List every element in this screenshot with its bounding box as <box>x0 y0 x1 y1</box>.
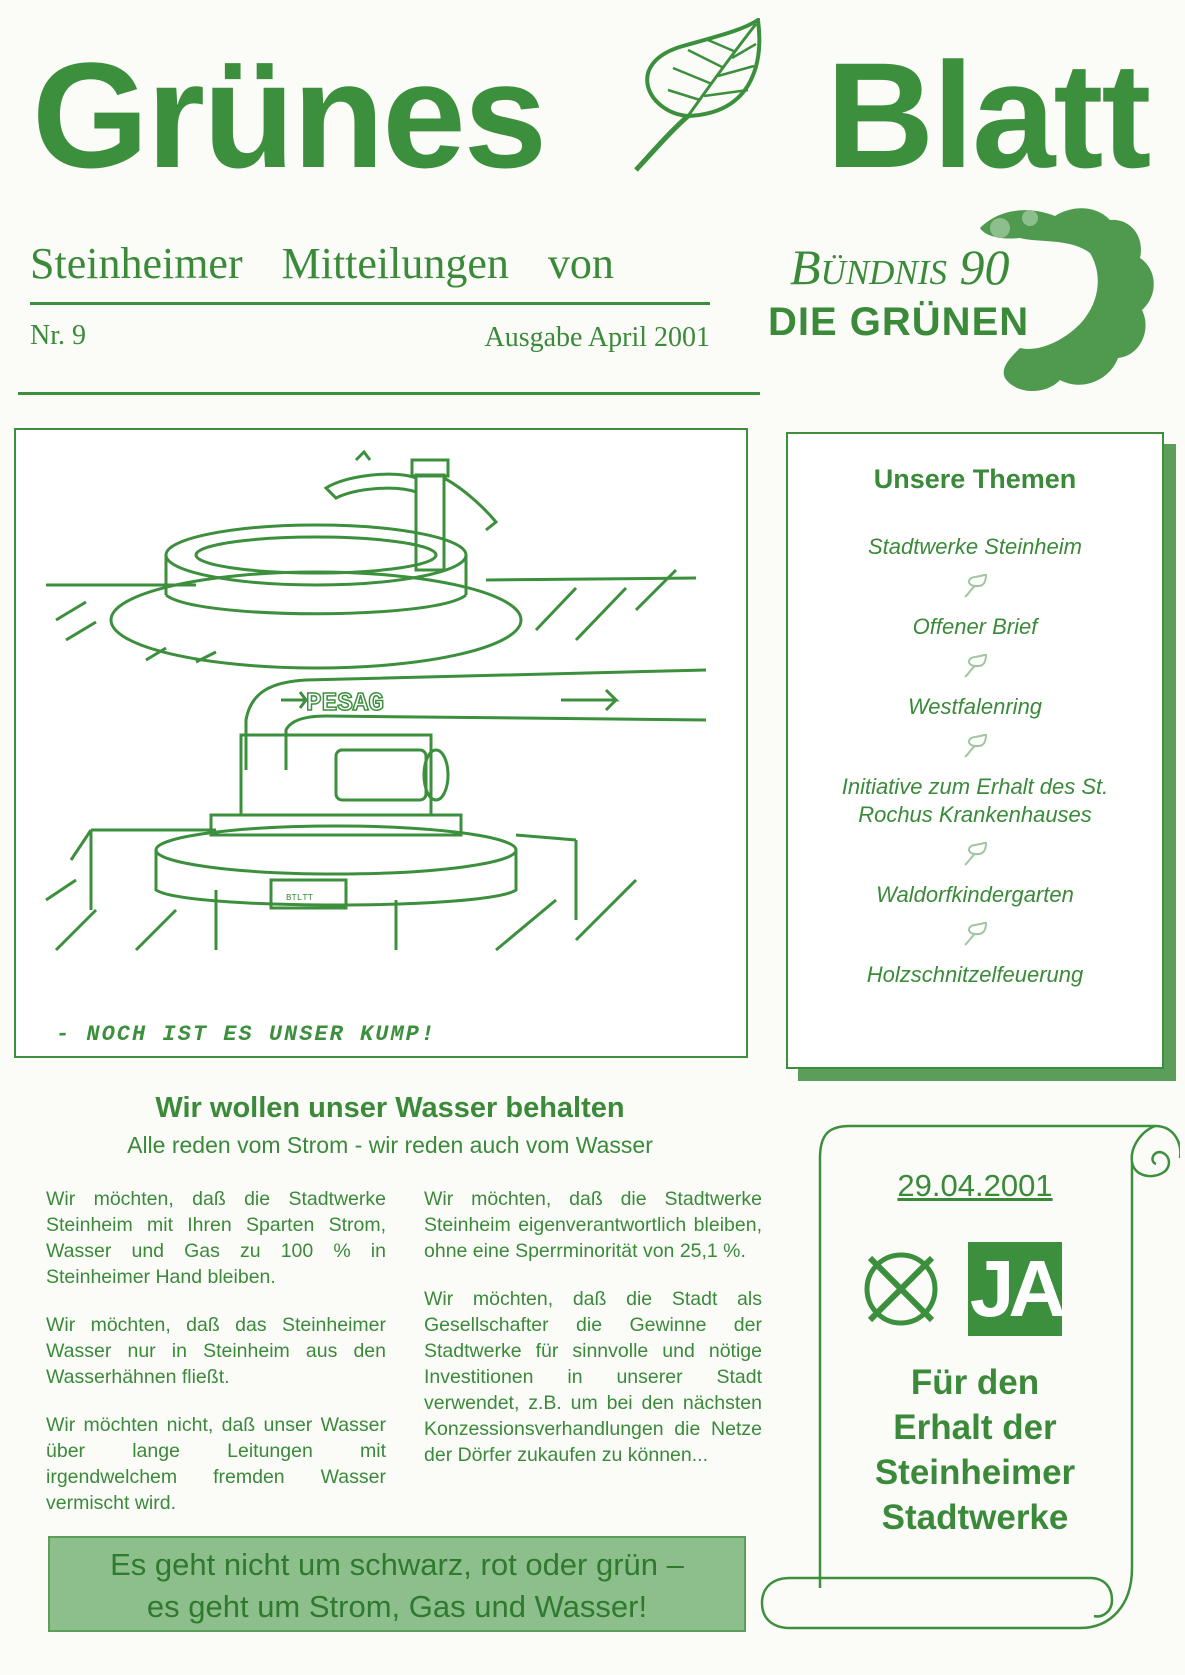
article-paragraph: Wir möchten, daß das Steinheimer Wasser nur in Steinheim aus den Wasserhähnen fließt. <box>46 1314 386 1388</box>
pipe-label: PESAG <box>306 688 385 718</box>
theme-item: Initiative zum Erhalt des St. Rochus Krankenhauses <box>841 774 1109 827</box>
cartoon-frame <box>14 428 748 1058</box>
theme-item: Holzschnitzelfeuerung <box>866 962 1084 987</box>
article-paragraph: Wir möchten nicht, daß unser Wasser über lange Leitungen mit irgendwelchem fremden Wasser vermischt wird. <box>46 1414 386 1514</box>
leaf-icon <box>788 641 1162 693</box>
ja-badge: JA <box>968 1242 1062 1336</box>
party-logo-line2: DIE GRÜNEN <box>768 300 1030 344</box>
issue-date: Ausgabe April 2001 <box>484 322 710 353</box>
article-headline: Wir wollen unser Wasser behalten <box>155 1092 625 1124</box>
article-subheadline: Alle reden vom Strom - wir reden auch vom Wasser <box>127 1132 653 1158</box>
cartoon-sign: BTLTT <box>286 893 314 903</box>
vote-line: Steinheimer <box>874 1453 1076 1492</box>
leaf-icon <box>788 561 1162 613</box>
sunflower-logo-icon <box>960 198 1160 398</box>
masthead-subtitle: Steinheimer Mitteilungen von <box>30 239 614 288</box>
vote-date: 29.04.2001 <box>897 1168 1053 1203</box>
themes-heading: Unsere Themen <box>873 464 1077 494</box>
theme-item: Offener Brief <box>912 614 1038 639</box>
cartoon-caption: - NOCH IST ES UNSER KUMP! <box>56 1022 437 1047</box>
slogan-line: es geht um Strom, Gas und Wasser! <box>146 1589 648 1624</box>
masthead-rule-bottom <box>18 392 760 395</box>
leaf-icon <box>628 18 768 178</box>
theme-item: Stadtwerke Steinheim <box>868 534 1082 559</box>
slogan-line: Es geht nicht um schwarz, rot oder grün – <box>110 1547 684 1582</box>
vote-line: Für den <box>910 1363 1040 1402</box>
themes-box <box>786 432 1164 1069</box>
article-column-left <box>46 1186 386 1538</box>
article-paragraph: Wir möchten, daß die Stadt als Gesellschafter die Gewinne der Stadtwerke für sinnvolle und nötige Investitionen in unserer Stadt verwendet, z.B. um bei den nächsten Konzessionsverhandlungen die Netze der Dörfer zukaufen zu können... <box>424 1288 762 1466</box>
water-pump-cartoon <box>16 430 746 1056</box>
article-paragraph: Wir möchten, daß die Stadtwerke Steinheim eigenverantwortlich bleiben, ohne eine Sperrminorität von 25,1 %. <box>424 1188 762 1262</box>
theme-item: Westfalenring <box>907 694 1043 719</box>
theme-item: Waldorfkindergarten <box>876 882 1074 907</box>
vote-message <box>825 1360 1125 1540</box>
ballot-cross-icon <box>860 1248 942 1330</box>
leaf-icon <box>788 909 1162 961</box>
article-paragraph: Wir möchten, daß die Stadtwerke Steinheim mit Ihren Sparten Strom, Wasser und Gas zu 100 % in Steinheimer Hand bleiben. <box>46 1188 386 1288</box>
party-logo-line1: Bündnis 90 <box>790 239 1010 295</box>
leaf-icon <box>788 721 1162 773</box>
masthead-title-right: Blatt <box>826 31 1150 199</box>
issue-number: Nr. 9 <box>30 320 86 351</box>
masthead-title-left: Grünes <box>32 31 546 199</box>
masthead-rule-top <box>30 302 710 305</box>
leaf-icon <box>788 829 1162 881</box>
vote-line: Stadtwerke <box>881 1498 1069 1537</box>
article-column-right <box>424 1186 762 1490</box>
slogan-banner <box>48 1536 746 1632</box>
vote-line: Erhalt der <box>893 1408 1057 1447</box>
